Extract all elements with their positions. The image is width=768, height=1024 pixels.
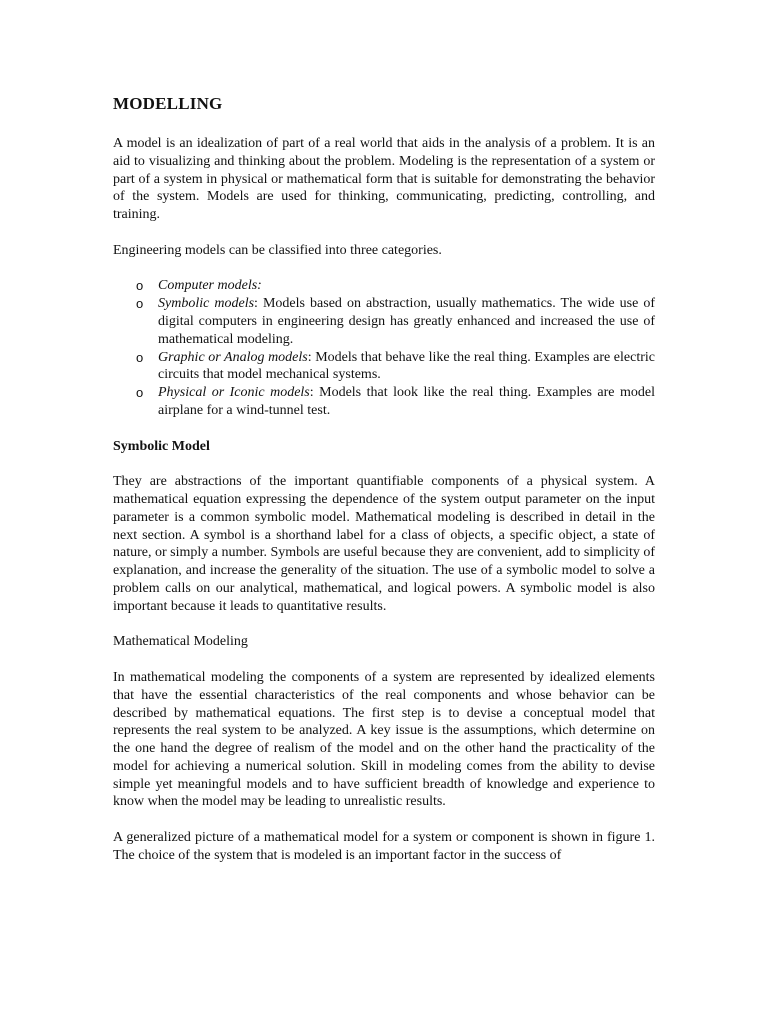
categories-intro: Engineering models can be classified into three categories. [113,242,442,258]
intro-paragraph: A model is an idealization of part of a real world that aids in the analysis of a problem. It is an aid to visualizing and thinking about the problem. Modeling is the representation of a system or part of a system in physical or mathematical form that is suitable for demonstrating the behavior of the system. Models are used for thinking, communicating, predicting, controlling, and training. [113,136,655,223]
model-type-name: Physical or Iconic models [158,385,310,401]
bullet-icon: o [136,349,144,365]
model-type-description: : Models that behave like the real thing. Examples are electric circuits that model mechanical systems. [158,349,655,383]
mathematical-modeling-heading: Mathematical Modeling [113,634,248,650]
symbolic-model-paragraph: They are abstractions of the important quantifiable components of a physical system. A mathematical equation expressing the dependence of the system output parameter on the input parameter is a common symbolic model. Mathematical modeling is described in detail in the next section. A symbol is a shorthand label for a class of objects, a specific object, a state of nature, or simply a number. Symbols are useful because they are convenient, add to simplicity of explanation, and increase the generality of the situation. The use of a symbolic model to solve a problem calls on our analytical, mathematical, and logical powers. A symbolic model is also important because it leads to quantitative results. [113,474,655,614]
mathematical-modeling-paragraph: In mathematical modeling the components of a system are represented by idealized elements that have the essential characteristics of the real components and whose behavior can be described by mathematical equations. The first step is to devise a conceptual model that represents the real system to be analyzed. A key issue is the assumptions, which determine on the one hand the degree of realism of the model and on the other hand the practicality of the model for achieving a numerical solution. Skill in modeling comes from the ability to devise simple yet meaningful models and to have sufficient breadth of knowledge and experience to know when the model may be leading to unrealistic results. [113,669,655,810]
list-item [113,349,655,385]
list-item [113,277,655,295]
list-item [113,295,655,348]
model-type-name: Symbolic models [158,296,255,312]
bullet-icon: o [136,385,144,401]
model-type-name: Graphic or Analog models [158,349,308,365]
model-type-description: : Models based on abstraction, usually mathematics. The wide use of digital computers in engineering design has greatly enhanced and increased the use of mathematical modeling. [158,296,656,347]
symbolic-model-heading: Symbolic Model [113,438,210,454]
document-page [113,93,655,882]
bullet-icon: o [136,278,144,294]
document-title: MODELLING [113,94,223,113]
bullet-icon: o [136,296,144,312]
model-types-list [113,277,655,419]
model-type-name: Computer models: [158,278,262,294]
list-item [113,384,655,420]
generalized-model-paragraph: A generalized picture of a mathematical model for a system or component is shown in figure 1. The choice of the system that is modeled is an important factor in the success of [113,830,655,863]
model-type-description: : Models that look like the real thing. Examples are model airplane for a wind-tunnel test. [158,385,655,418]
